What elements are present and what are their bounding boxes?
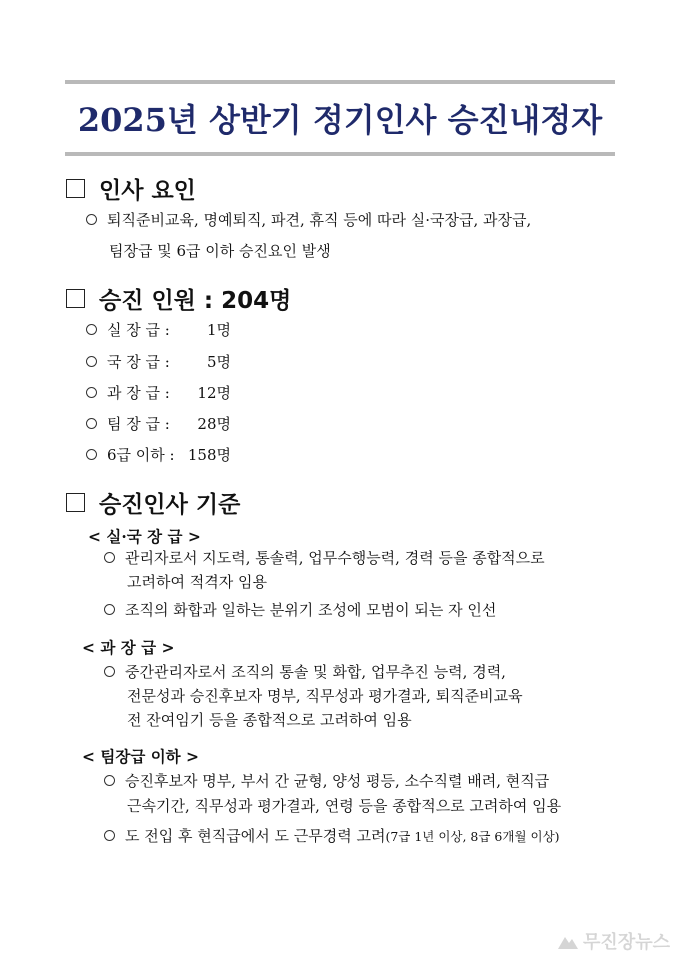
circle-bullet-icon xyxy=(86,387,97,398)
factor-line-1: 퇴직준비교육, 명예퇴직, 파견, 휴직 등에 따라 실·국장급, 과장급, xyxy=(86,210,531,230)
circle-bullet-icon xyxy=(104,830,115,841)
criteria-line: 관리자로서 지도력, 통솔력, 업무수행능력, 경력 등을 종합적으로 xyxy=(104,548,545,568)
circle-bullet-icon xyxy=(104,775,115,786)
section-heading-label: 승진 인원 : 204명 xyxy=(99,288,292,314)
criteria-line: 중간관리자로서 조직의 통솔 및 화합, 업무추진 능력, 경력, xyxy=(104,662,506,682)
section-heading-personnel-factors xyxy=(66,172,196,205)
circle-bullet-icon xyxy=(104,604,115,615)
criteria-line: 도 전입 후 현직급에서 도 근무경력 고려(7급 1년 이상, 8급 6개월 이상) xyxy=(104,826,560,847)
circle-bullet-icon xyxy=(86,324,97,335)
criteria-group-title: < 팀장급 이하 > xyxy=(82,747,200,766)
count-row: 국 장 급 : 5명 xyxy=(86,352,231,372)
watermark: 무진장뉴스 xyxy=(557,928,670,954)
criteria-group-title: < 과 장 급 > xyxy=(82,638,175,657)
count-row: 과 장 급 : 12명 xyxy=(86,383,231,403)
count-row: 팀 장 급 : 28명 xyxy=(86,414,231,434)
factor-line-2: 팀장급 및 6급 이하 승진요인 발생 xyxy=(109,242,331,260)
page-title: 2025년 상반기 정기인사 승진내정자 xyxy=(77,101,603,139)
section-heading-promotion-count xyxy=(66,282,291,315)
criteria-line: 조직의 화합과 일하는 분위기 조성에 모범이 되는 자 인선 xyxy=(104,600,496,620)
criteria-line: 전문성과 승진후보자 명부, 직무성과 평가결과, 퇴직준비교육 xyxy=(127,687,523,705)
square-bullet-icon xyxy=(66,179,85,198)
section-heading-label: 승진인사 기준 xyxy=(99,492,241,518)
section-heading-label: 인사 요인 xyxy=(99,178,196,204)
circle-bullet-icon xyxy=(86,449,97,460)
circle-bullet-icon xyxy=(104,666,115,677)
criteria-line: 고려하여 적격자 임용 xyxy=(127,573,267,591)
mountain-logo-icon xyxy=(557,932,579,950)
circle-bullet-icon xyxy=(86,418,97,429)
criteria-line: 근속기간, 직무성과 평가결과, 연령 등을 종합적으로 고려하여 임용 xyxy=(127,797,562,815)
criteria-line: 전 잔여임기 등을 종합적으로 고려하여 임용 xyxy=(127,711,412,729)
square-bullet-icon xyxy=(66,493,85,512)
criteria-line: 승진후보자 명부, 부서 간 균형, 양성 평등, 소수직렬 배려, 현직급 xyxy=(104,771,549,791)
square-bullet-icon xyxy=(66,289,85,308)
circle-bullet-icon xyxy=(104,552,115,563)
count-row: 6급 이하 : 158명 xyxy=(86,445,231,465)
circle-bullet-icon xyxy=(86,214,97,225)
criteria-group-title: < 실·국 장 급 > xyxy=(88,527,201,546)
count-row: 실 장 급 : 1명 xyxy=(86,320,231,340)
section-heading-promotion-criteria xyxy=(66,486,240,519)
circle-bullet-icon xyxy=(86,356,97,367)
title-box xyxy=(65,80,615,156)
